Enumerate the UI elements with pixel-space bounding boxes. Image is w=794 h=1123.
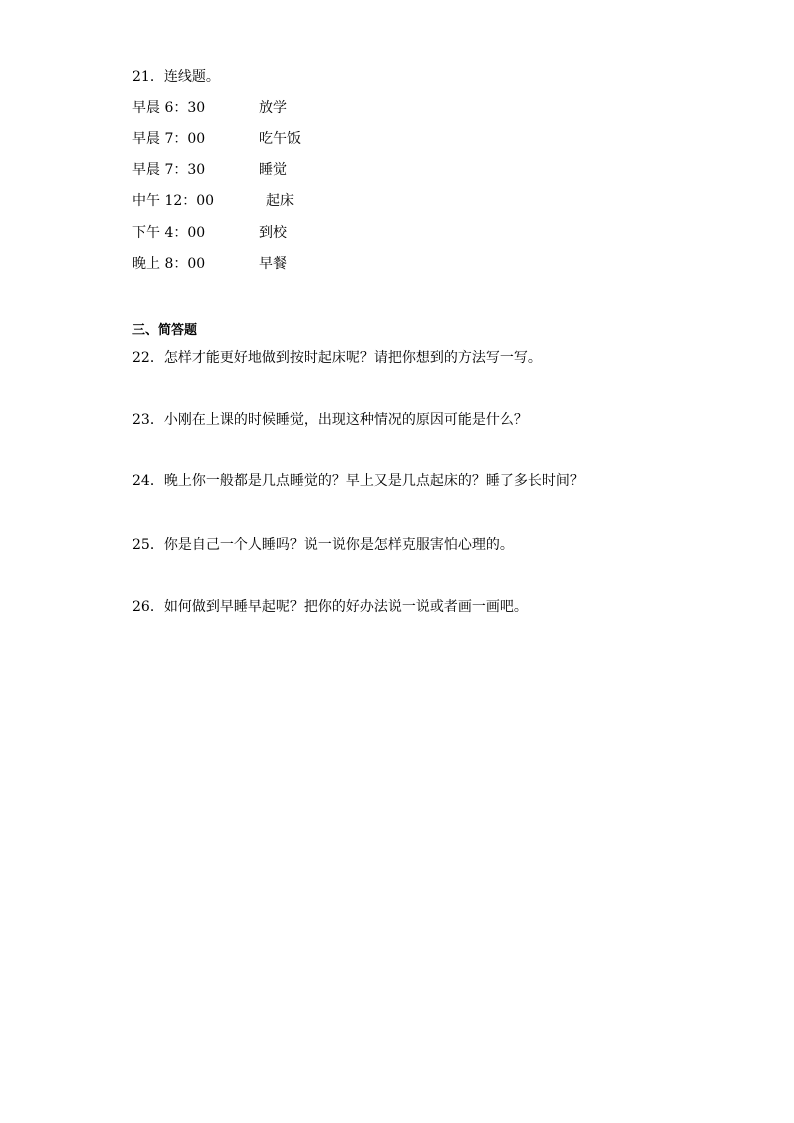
match-activity: 睡觉 [259,162,287,178]
question-21-title: 21．连线题。 [132,69,220,85]
question-24: 24．晚上你一般都是几点睡觉的？早上又是几点起床的？睡了多长时间？ [132,473,584,489]
match-time: 晚上 8：00 [132,256,206,272]
question-26: 26．如何做到早睡早起呢？把你的好办法说一说或者画一画吧。 [132,599,528,615]
match-time: 早晨 6：30 [132,100,206,116]
match-activity: 吃午饭 [259,131,301,147]
match-activity: 早餐 [259,256,287,272]
match-time: 早晨 7：30 [132,162,206,178]
match-time: 下午 4：00 [132,225,206,241]
match-activity: 起床 [266,193,294,209]
question-23: 23．小刚在上课的时候睡觉，出现这种情况的原因可能是什么？ [132,412,528,428]
section-heading: 三、简答题 [132,323,198,338]
match-time: 早晨 7：00 [132,131,206,147]
match-activity: 放学 [259,100,287,116]
match-time: 中午 12：00 [132,193,215,209]
question-22: 22．怎样才能更好地做到按时起床呢？请把你想到的方法写一写。 [132,350,542,366]
match-activity: 到校 [259,225,287,241]
question-25: 25．你是自己一个人睡吗？说一说你是怎样克服害怕心理的。 [132,537,514,553]
